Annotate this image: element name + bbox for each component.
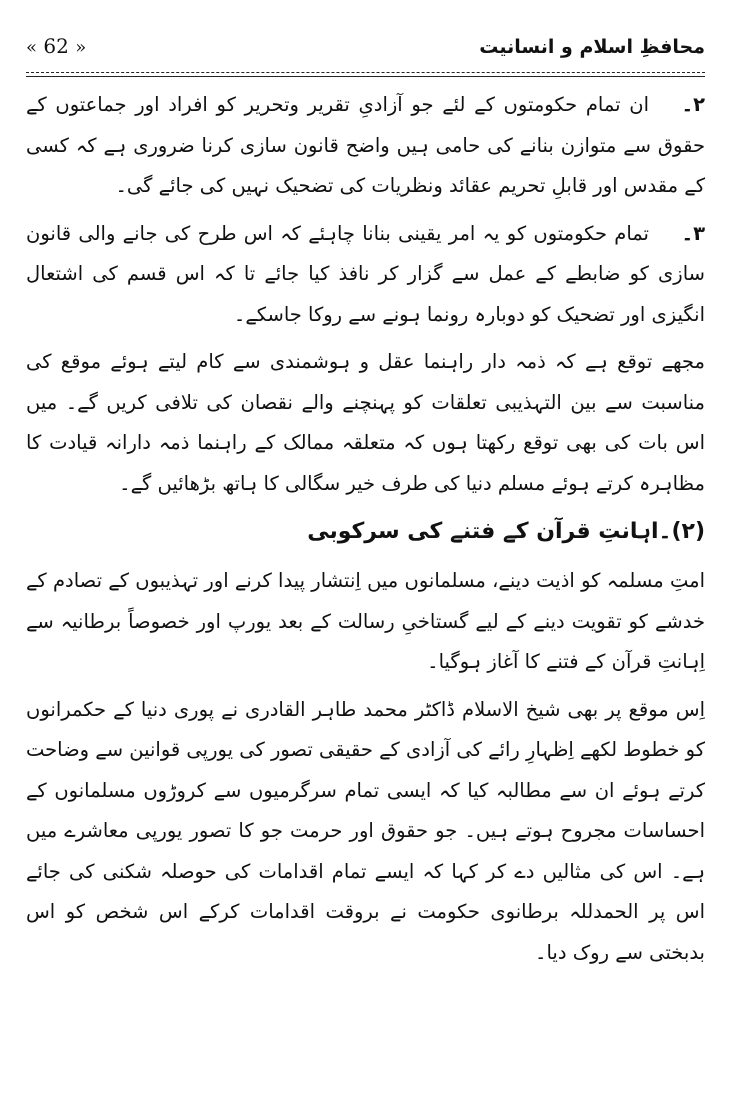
page-number-value: 62 [43,34,69,58]
page-body [26,85,705,973]
ornament-right-icon: » [75,37,87,58]
ornament-left-icon: « [26,37,38,58]
section-heading: (٢)۔اہانتِ قرآن کے فتنے کی سرکوبی [307,519,705,544]
paragraph: امتِ مسلمہ کو اذیت دینے، مسلمانوں میں اِنتشار پیدا کرنے اور تہذیبوں کے تصادم کے خدشے کو تقویت دینے کے لیے گستاخیِ رسالت کے بعد یورپ اور خصوصاً برطانیہ سے اِہانتِ قرآن کے فتنے کا آغاز ہوگیا۔ [26,569,705,673]
list-item [26,85,705,207]
item-number: ٢۔ [681,93,705,116]
item-text: تمام حکومتوں کو یہ امر یقینی بنانا چاہئے کہ اس طرح کی جانے والی قانون سازی کو ضابطے کے عمل سے گزار کر نافذ کیا جائے تا کہ اس قسم کی اشتعال انگیزی اور تضحیک کو دوبارہ رونما ہونے سے روکا جاسکے۔ [26,221,705,326]
page-header [26,28,705,72]
header-rule-dashed [26,72,705,73]
item-number: ٣۔ [681,221,705,245]
paragraph: اِس موقع پر بھی شیخ الاسلام ڈاکٹر محمد طاہر القادری نے پوری دنیا کے حکمرانوں کو خطوط لکھے اِظہارِ رائے کی آزادی کے حقیقی تصور کی یورپی قوانین سے وضاحت کرتے ہوئے ان سے مطالبہ کیا کہ ایسی تمام سرگرمیوں سے کروڑوں مسلمانوں کے احساسات مجروح ہوتے ہیں۔ جو حقوق اور حرمت جو کا تصور یورپی معاشرے میں ہے۔ اس کی مثالیں دے کر کہا کہ ایسے تمام اقدامات کی حوصلہ شکنی کی جائے اس پر الحمدللہ برطانوی حکومت نے بروقت اقدامات کرکے اس شخص کو اس بدبختی سے روک دیا۔ [25,697,705,964]
list-item [26,214,705,336]
running-title: محافظِ اسلام و انسانیت [479,36,705,58]
header-rule-solid [26,76,705,77]
item-text: ان تمام حکومتوں کے لئے جو آزادیِ تقریر وتحریر کو افراد اور جماعتوں کے حقوق سے متوازن بنانے کی حامی ہیں واضح قانون سازی کرنا ضروری ہے کہ کسی کے مقدس اور قابلِ تحریم عقائد ونظریات کی تضحیک نہیں کی جائے گی۔ [26,93,705,197]
paragraph: مجھے توقع ہے کہ ذمہ دار راہنما عقل و ہوشمندی سے کام لیتے ہوئے موقع کی مناسبت سے بین التہذیبی تعلقات کو پہنچنے والے نقصان کی تلافی کریں گے۔ میں اس بات کی بھی توقع رکھتا ہوں کہ متعلقہ ممالک کے راہنما ذمہ دارانہ قیادت کا مظاہرہ کرتے ہوئے مسلم دنیا کی طرف خیر سگالی کا ہاتھ بڑھائیں گے۔ [26,350,705,495]
page-number [26,34,86,58]
